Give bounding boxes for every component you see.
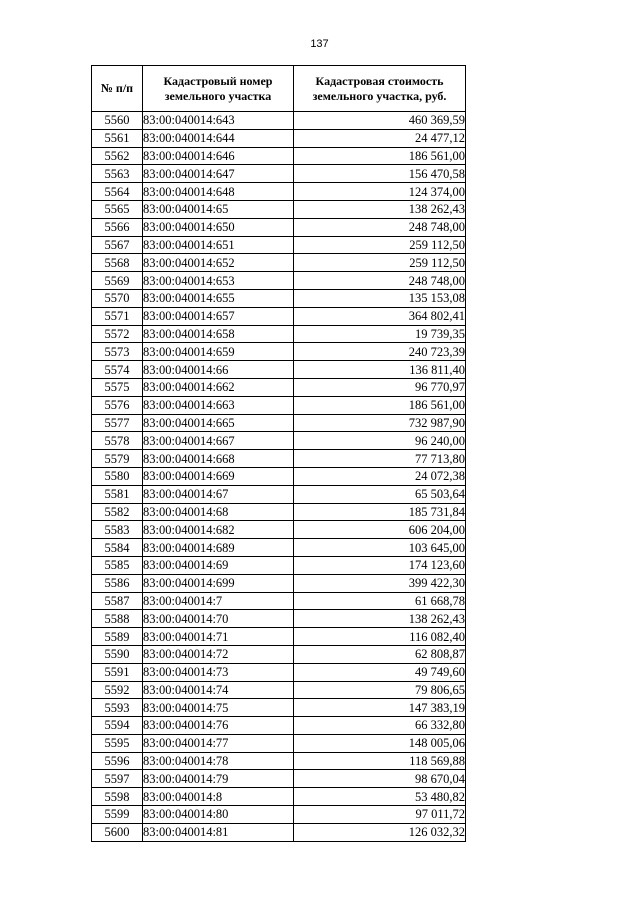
table-row bbox=[92, 788, 466, 806]
cadastral-number: 83:00:040014:669 bbox=[143, 467, 294, 485]
cadastral-cost: 61 668,78 bbox=[294, 592, 466, 610]
cadastral-cost: 460 369,59 bbox=[294, 112, 466, 130]
row-number: 5583 bbox=[92, 521, 143, 539]
cadastral-cost: 24 477,12 bbox=[294, 129, 466, 147]
header-cadastral-number: Кадастровый номер земельного участка bbox=[143, 66, 294, 112]
cadastral-number: 83:00:040014:69 bbox=[143, 556, 294, 574]
row-number: 5588 bbox=[92, 610, 143, 628]
row-number: 5600 bbox=[92, 823, 143, 841]
header-cadastral-cost: Кадастровая стоимость земельного участка, руб. bbox=[294, 66, 466, 112]
table-row bbox=[92, 752, 466, 770]
table-header-row bbox=[92, 66, 466, 112]
cadastral-number: 83:00:040014:76 bbox=[143, 717, 294, 735]
cadastral-number: 83:00:040014:8 bbox=[143, 788, 294, 806]
table-row bbox=[92, 485, 466, 503]
table-row bbox=[92, 717, 466, 735]
row-number: 5596 bbox=[92, 752, 143, 770]
cadastral-cost: 186 561,00 bbox=[294, 396, 466, 414]
table-row bbox=[92, 592, 466, 610]
table-row bbox=[92, 806, 466, 824]
table-row bbox=[92, 200, 466, 218]
row-number: 5589 bbox=[92, 628, 143, 646]
cadastral-number: 83:00:040014:7 bbox=[143, 592, 294, 610]
table-row bbox=[92, 272, 466, 290]
row-number: 5572 bbox=[92, 325, 143, 343]
table-row bbox=[92, 467, 466, 485]
cadastral-cost: 124 374,00 bbox=[294, 183, 466, 201]
cadastral-number: 83:00:040014:682 bbox=[143, 521, 294, 539]
cadastral-number: 83:00:040014:77 bbox=[143, 734, 294, 752]
table-row bbox=[92, 165, 466, 183]
table-row bbox=[92, 539, 466, 557]
cadastral-cost: 136 811,40 bbox=[294, 361, 466, 379]
cadastral-cost: 103 645,00 bbox=[294, 539, 466, 557]
table-row bbox=[92, 663, 466, 681]
table-row bbox=[92, 610, 466, 628]
table-row bbox=[92, 307, 466, 325]
cadastral-table bbox=[91, 65, 466, 842]
cadastral-cost: 66 332,80 bbox=[294, 717, 466, 735]
cadastral-cost: 97 011,72 bbox=[294, 806, 466, 824]
row-number: 5575 bbox=[92, 378, 143, 396]
cadastral-cost: 24 072,38 bbox=[294, 467, 466, 485]
row-number: 5582 bbox=[92, 503, 143, 521]
row-number: 5564 bbox=[92, 183, 143, 201]
row-number: 5573 bbox=[92, 343, 143, 361]
cadastral-number: 83:00:040014:668 bbox=[143, 450, 294, 468]
row-number: 5567 bbox=[92, 236, 143, 254]
cadastral-number: 83:00:040014:650 bbox=[143, 218, 294, 236]
table-row bbox=[92, 236, 466, 254]
cadastral-number: 83:00:040014:647 bbox=[143, 165, 294, 183]
cadastral-number: 83:00:040014:80 bbox=[143, 806, 294, 824]
row-number: 5595 bbox=[92, 734, 143, 752]
table-row bbox=[92, 770, 466, 788]
row-number: 5579 bbox=[92, 450, 143, 468]
cadastral-number: 83:00:040014:646 bbox=[143, 147, 294, 165]
table-row bbox=[92, 734, 466, 752]
cadastral-number: 83:00:040014:659 bbox=[143, 343, 294, 361]
row-number: 5598 bbox=[92, 788, 143, 806]
cadastral-cost: 77 713,80 bbox=[294, 450, 466, 468]
cadastral-cost: 399 422,30 bbox=[294, 574, 466, 592]
table-row bbox=[92, 254, 466, 272]
row-number: 5565 bbox=[92, 200, 143, 218]
cadastral-number: 83:00:040014:648 bbox=[143, 183, 294, 201]
cadastral-number: 83:00:040014:655 bbox=[143, 289, 294, 307]
table-row bbox=[92, 450, 466, 468]
cadastral-cost: 62 808,87 bbox=[294, 645, 466, 663]
cadastral-number: 83:00:040014:653 bbox=[143, 272, 294, 290]
table-row bbox=[92, 823, 466, 841]
cadastral-number: 83:00:040014:663 bbox=[143, 396, 294, 414]
row-number: 5580 bbox=[92, 467, 143, 485]
cadastral-number: 83:00:040014:652 bbox=[143, 254, 294, 272]
cadastral-cost: 116 082,40 bbox=[294, 628, 466, 646]
row-number: 5594 bbox=[92, 717, 143, 735]
row-number: 5590 bbox=[92, 645, 143, 663]
row-number: 5578 bbox=[92, 432, 143, 450]
cadastral-cost: 118 569,88 bbox=[294, 752, 466, 770]
table-row bbox=[92, 112, 466, 130]
table-row bbox=[92, 574, 466, 592]
cadastral-cost: 147 383,19 bbox=[294, 699, 466, 717]
cadastral-number: 83:00:040014:667 bbox=[143, 432, 294, 450]
row-number: 5560 bbox=[92, 112, 143, 130]
table-row bbox=[92, 378, 466, 396]
cadastral-number: 83:00:040014:74 bbox=[143, 681, 294, 699]
table-row bbox=[92, 503, 466, 521]
table-row bbox=[92, 396, 466, 414]
row-number: 5562 bbox=[92, 147, 143, 165]
row-number: 5593 bbox=[92, 699, 143, 717]
table-row bbox=[92, 147, 466, 165]
cadastral-number: 83:00:040014:66 bbox=[143, 361, 294, 379]
table-row bbox=[92, 556, 466, 574]
cadastral-number: 83:00:040014:689 bbox=[143, 539, 294, 557]
row-number: 5591 bbox=[92, 663, 143, 681]
cadastral-number: 83:00:040014:665 bbox=[143, 414, 294, 432]
cadastral-number: 83:00:040014:67 bbox=[143, 485, 294, 503]
cadastral-number: 83:00:040014:71 bbox=[143, 628, 294, 646]
table-row bbox=[92, 289, 466, 307]
cadastral-cost: 138 262,43 bbox=[294, 610, 466, 628]
row-number: 5585 bbox=[92, 556, 143, 574]
row-number: 5586 bbox=[92, 574, 143, 592]
cadastral-number: 83:00:040014:75 bbox=[143, 699, 294, 717]
row-number: 5584 bbox=[92, 539, 143, 557]
table-row bbox=[92, 432, 466, 450]
page-number: 137 bbox=[310, 38, 329, 50]
row-number: 5574 bbox=[92, 361, 143, 379]
cadastral-cost: 156 470,58 bbox=[294, 165, 466, 183]
cadastral-number: 83:00:040014:72 bbox=[143, 645, 294, 663]
cadastral-cost: 248 748,00 bbox=[294, 218, 466, 236]
cadastral-number: 83:00:040014:68 bbox=[143, 503, 294, 521]
table-row bbox=[92, 361, 466, 379]
cadastral-cost: 240 723,39 bbox=[294, 343, 466, 361]
table-row bbox=[92, 414, 466, 432]
cadastral-number: 83:00:040014:662 bbox=[143, 378, 294, 396]
cadastral-cost: 126 032,32 bbox=[294, 823, 466, 841]
cadastral-cost: 259 112,50 bbox=[294, 236, 466, 254]
row-number: 5592 bbox=[92, 681, 143, 699]
cadastral-cost: 19 739,35 bbox=[294, 325, 466, 343]
cadastral-cost: 259 112,50 bbox=[294, 254, 466, 272]
cadastral-number: 83:00:040014:65 bbox=[143, 200, 294, 218]
cadastral-cost: 98 670,04 bbox=[294, 770, 466, 788]
row-number: 5570 bbox=[92, 289, 143, 307]
row-number: 5576 bbox=[92, 396, 143, 414]
table-row bbox=[92, 343, 466, 361]
cadastral-number: 83:00:040014:699 bbox=[143, 574, 294, 592]
cadastral-number: 83:00:040014:81 bbox=[143, 823, 294, 841]
cadastral-cost: 364 802,41 bbox=[294, 307, 466, 325]
cadastral-cost: 732 987,90 bbox=[294, 414, 466, 432]
row-number: 5577 bbox=[92, 414, 143, 432]
cadastral-cost: 138 262,43 bbox=[294, 200, 466, 218]
table-row bbox=[92, 628, 466, 646]
cadastral-number: 83:00:040014:643 bbox=[143, 112, 294, 130]
cadastral-cost: 53 480,82 bbox=[294, 788, 466, 806]
cadastral-number: 83:00:040014:657 bbox=[143, 307, 294, 325]
row-number: 5581 bbox=[92, 485, 143, 503]
table-row bbox=[92, 699, 466, 717]
row-number: 5587 bbox=[92, 592, 143, 610]
row-number: 5569 bbox=[92, 272, 143, 290]
row-number: 5561 bbox=[92, 129, 143, 147]
cadastral-cost: 174 123,60 bbox=[294, 556, 466, 574]
cadastral-cost: 248 748,00 bbox=[294, 272, 466, 290]
cadastral-cost: 185 731,84 bbox=[294, 503, 466, 521]
cadastral-cost: 96 240,00 bbox=[294, 432, 466, 450]
table-row bbox=[92, 521, 466, 539]
cadastral-cost: 96 770,97 bbox=[294, 378, 466, 396]
table-body bbox=[92, 112, 466, 842]
cadastral-number: 83:00:040014:79 bbox=[143, 770, 294, 788]
cadastral-number: 83:00:040014:644 bbox=[143, 129, 294, 147]
header-num: № п/п bbox=[92, 66, 143, 112]
cadastral-number: 83:00:040014:73 bbox=[143, 663, 294, 681]
row-number: 5599 bbox=[92, 806, 143, 824]
cadastral-cost: 65 503,64 bbox=[294, 485, 466, 503]
cadastral-number: 83:00:040014:658 bbox=[143, 325, 294, 343]
row-number: 5597 bbox=[92, 770, 143, 788]
row-number: 5563 bbox=[92, 165, 143, 183]
cadastral-number: 83:00:040014:78 bbox=[143, 752, 294, 770]
row-number: 5566 bbox=[92, 218, 143, 236]
table-row bbox=[92, 129, 466, 147]
table-row bbox=[92, 681, 466, 699]
cadastral-cost: 606 204,00 bbox=[294, 521, 466, 539]
cadastral-number: 83:00:040014:651 bbox=[143, 236, 294, 254]
row-number: 5568 bbox=[92, 254, 143, 272]
row-number: 5571 bbox=[92, 307, 143, 325]
cadastral-cost: 148 005,06 bbox=[294, 734, 466, 752]
table-row bbox=[92, 218, 466, 236]
table-row bbox=[92, 645, 466, 663]
cadastral-number: 83:00:040014:70 bbox=[143, 610, 294, 628]
cadastral-cost: 135 153,08 bbox=[294, 289, 466, 307]
cadastral-cost: 79 806,65 bbox=[294, 681, 466, 699]
table-row bbox=[92, 325, 466, 343]
cadastral-cost: 186 561,00 bbox=[294, 147, 466, 165]
table-row bbox=[92, 183, 466, 201]
cadastral-cost: 49 749,60 bbox=[294, 663, 466, 681]
